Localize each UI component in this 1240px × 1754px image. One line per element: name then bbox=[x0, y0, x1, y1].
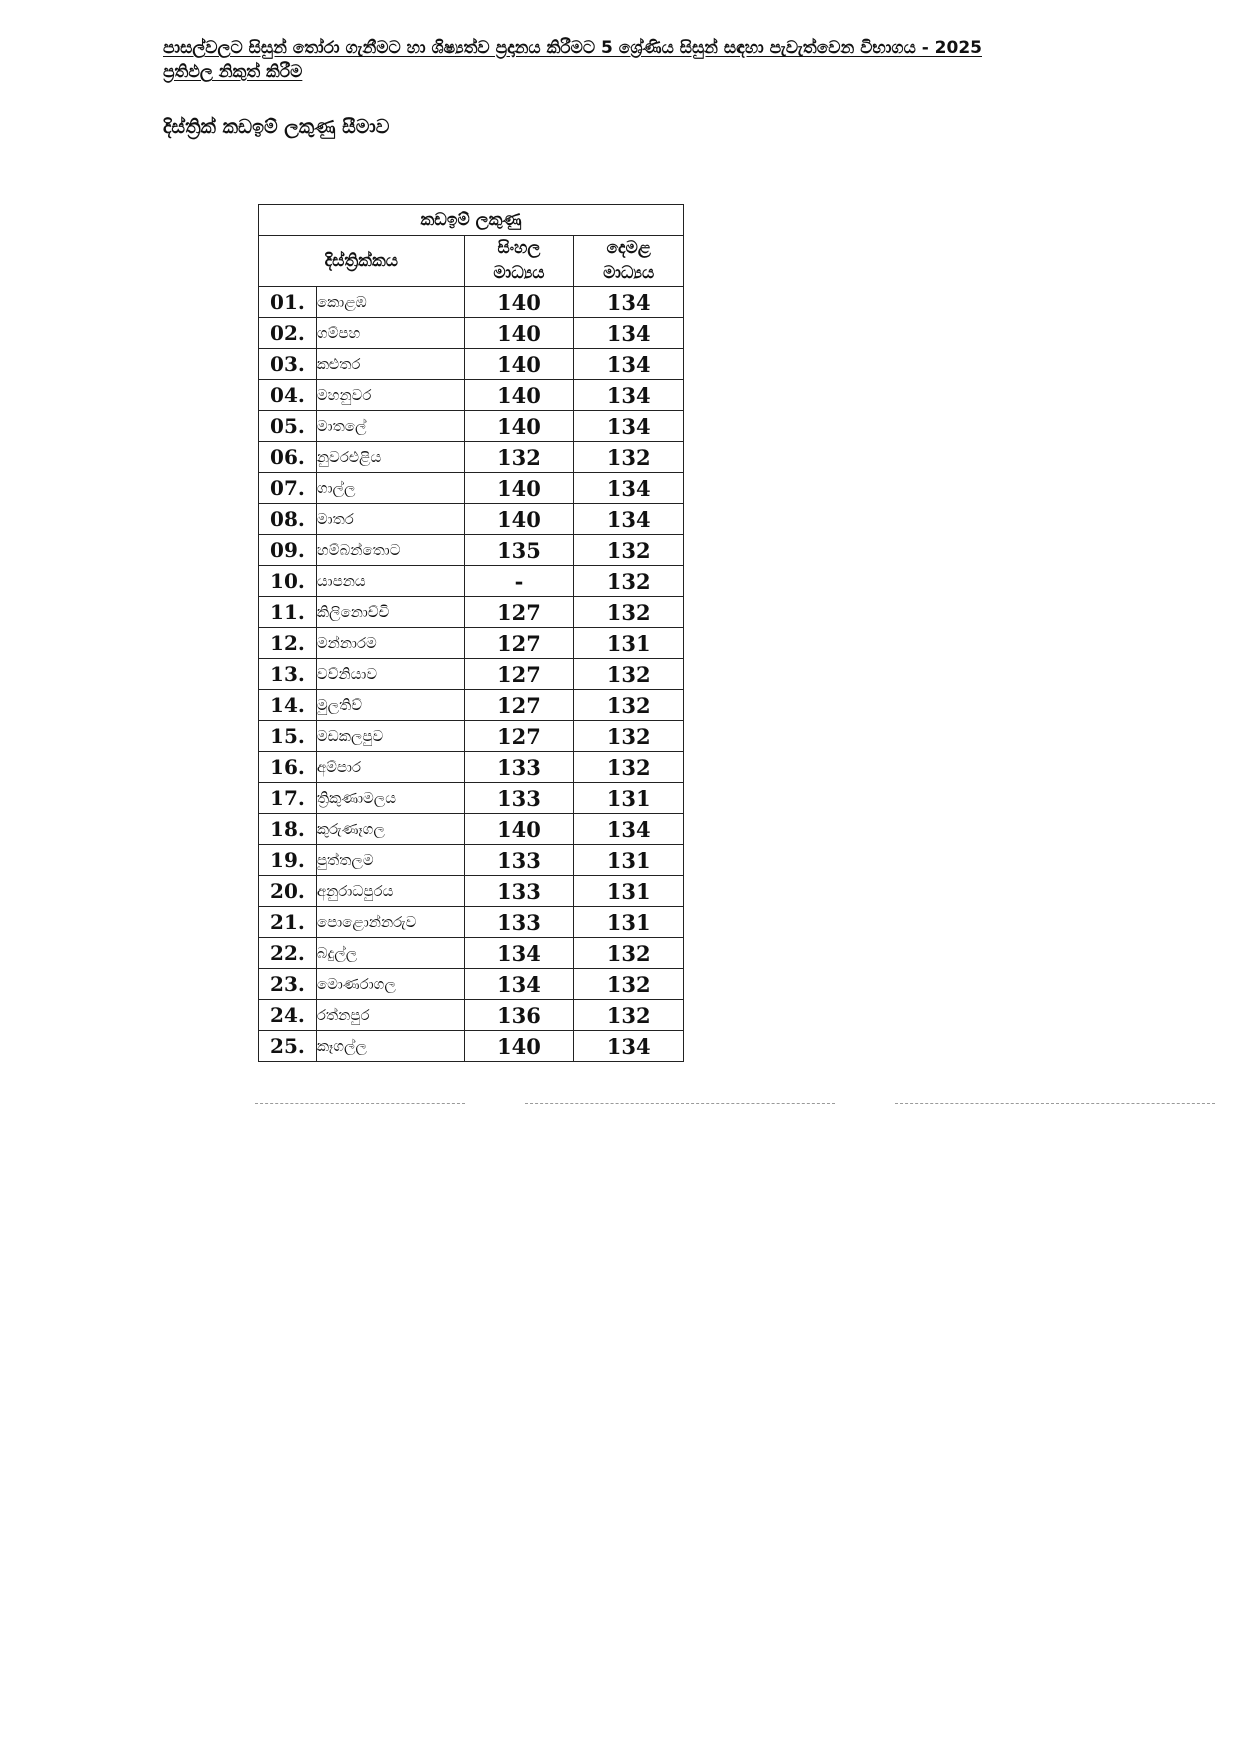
district-name: මාතර bbox=[316, 504, 464, 535]
row-number: 18. bbox=[259, 814, 317, 845]
row-number: 17. bbox=[259, 783, 317, 814]
district-name: මන්නාරම bbox=[316, 628, 464, 659]
table-row bbox=[259, 783, 684, 814]
row-number: 20. bbox=[259, 876, 317, 907]
tamil-cutoff: 132 bbox=[574, 721, 684, 752]
tamil-cutoff: 134 bbox=[574, 380, 684, 411]
table-row bbox=[259, 690, 684, 721]
row-number: 10. bbox=[259, 566, 317, 597]
tamil-cutoff: 131 bbox=[574, 907, 684, 938]
row-number: 03. bbox=[259, 349, 317, 380]
tamil-cutoff: 134 bbox=[574, 349, 684, 380]
tamil-cutoff: 132 bbox=[574, 566, 684, 597]
table-row bbox=[259, 752, 684, 783]
header-title-line-2: ප්‍රතිඵල නිකුත් කිරීම bbox=[163, 62, 303, 82]
table-row bbox=[259, 876, 684, 907]
row-number: 05. bbox=[259, 411, 317, 442]
tamil-cutoff: 132 bbox=[574, 969, 684, 1000]
table-row bbox=[259, 907, 684, 938]
sinhala-cutoff: 134 bbox=[464, 938, 574, 969]
sinhala-cutoff: 127 bbox=[464, 628, 574, 659]
header-title-line-1: පාසල්වලට සිසුන් තෝරා ගැනීමට හා ශිෂ්‍යත්ව ප්‍රදානය කිරීමට 5 ශ්‍රේණිය සිසුන් සඳහා පැවැත්වෙන විභාගය - 2025 bbox=[163, 38, 982, 58]
district-name: කුරුණෑගල bbox=[316, 814, 464, 845]
row-number: 15. bbox=[259, 721, 317, 752]
row-number: 21. bbox=[259, 907, 317, 938]
sinhala-cutoff: 140 bbox=[464, 814, 574, 845]
sinhala-medium-column-header bbox=[464, 236, 574, 287]
sinhala-header-line-1: සිංහල bbox=[497, 238, 541, 258]
table-row bbox=[259, 597, 684, 628]
district-name: අම්පාර bbox=[316, 752, 464, 783]
district-name: ගම්පහ bbox=[316, 318, 464, 349]
sinhala-cutoff: 133 bbox=[464, 783, 574, 814]
district-name: කෑගල්ල bbox=[316, 1031, 464, 1062]
district-name: මාතලේ bbox=[316, 411, 464, 442]
row-number: 19. bbox=[259, 845, 317, 876]
sinhala-cutoff: 133 bbox=[464, 845, 574, 876]
district-name: හම්බන්තොට bbox=[316, 535, 464, 566]
district-name: අනුරාධපුරය bbox=[316, 876, 464, 907]
sinhala-cutoff: 127 bbox=[464, 597, 574, 628]
table-row bbox=[259, 380, 684, 411]
district-name: කොළඹ bbox=[316, 287, 464, 318]
sinhala-cutoff: 127 bbox=[464, 690, 574, 721]
sinhala-cutoff: 140 bbox=[464, 473, 574, 504]
row-number: 22. bbox=[259, 938, 317, 969]
tamil-cutoff: 131 bbox=[574, 783, 684, 814]
table-row bbox=[259, 1000, 684, 1031]
tamil-cutoff: 132 bbox=[574, 1000, 684, 1031]
section-subtitle: දිස්ත්‍රික් කඩඉම් ලකුණු සීමාව bbox=[163, 116, 390, 138]
table-row bbox=[259, 969, 684, 1000]
sinhala-cutoff: - bbox=[464, 566, 574, 597]
district-name: මොණරාගල bbox=[316, 969, 464, 1000]
sinhala-cutoff: 140 bbox=[464, 1031, 574, 1062]
table-row bbox=[259, 628, 684, 659]
row-number: 12. bbox=[259, 628, 317, 659]
row-number: 14. bbox=[259, 690, 317, 721]
sinhala-cutoff: 140 bbox=[464, 287, 574, 318]
tamil-cutoff: 132 bbox=[574, 690, 684, 721]
table-row bbox=[259, 721, 684, 752]
dashed-divider-line bbox=[255, 1103, 465, 1104]
tamil-cutoff: 132 bbox=[574, 442, 684, 473]
row-number: 13. bbox=[259, 659, 317, 690]
table-row bbox=[259, 504, 684, 535]
district-column-header: දිස්ත්‍රික්කය bbox=[259, 236, 465, 287]
district-name: ගාල්ල bbox=[316, 473, 464, 504]
sinhala-cutoff: 140 bbox=[464, 411, 574, 442]
tamil-cutoff: 134 bbox=[574, 473, 684, 504]
sinhala-cutoff: 133 bbox=[464, 907, 574, 938]
row-number: 16. bbox=[259, 752, 317, 783]
district-name: රත්නපුර bbox=[316, 1000, 464, 1031]
table-row bbox=[259, 938, 684, 969]
tamil-cutoff: 134 bbox=[574, 287, 684, 318]
table-row bbox=[259, 535, 684, 566]
district-name: මුලතිව් bbox=[316, 690, 464, 721]
sinhala-cutoff: 133 bbox=[464, 752, 574, 783]
row-number: 01. bbox=[259, 287, 317, 318]
row-number: 08. bbox=[259, 504, 317, 535]
row-number: 07. bbox=[259, 473, 317, 504]
table-row bbox=[259, 349, 684, 380]
tamil-cutoff: 132 bbox=[574, 752, 684, 783]
table-row bbox=[259, 318, 684, 349]
tamil-cutoff: 132 bbox=[574, 659, 684, 690]
district-name: වව්නියාව bbox=[316, 659, 464, 690]
tamil-cutoff: 131 bbox=[574, 876, 684, 907]
table-row bbox=[259, 287, 684, 318]
tamil-cutoff: 132 bbox=[574, 938, 684, 969]
tamil-header-line-2: මාධ්‍යය bbox=[603, 263, 655, 283]
district-name: පොළොන්නරුව bbox=[316, 907, 464, 938]
row-number: 02. bbox=[259, 318, 317, 349]
district-name: යාපනය bbox=[316, 566, 464, 597]
sinhala-cutoff: 140 bbox=[464, 318, 574, 349]
sinhala-cutoff: 127 bbox=[464, 659, 574, 690]
tamil-cutoff: 134 bbox=[574, 504, 684, 535]
row-number: 09. bbox=[259, 535, 317, 566]
sinhala-cutoff: 133 bbox=[464, 876, 574, 907]
tamil-cutoff: 134 bbox=[574, 411, 684, 442]
tamil-cutoff: 131 bbox=[574, 628, 684, 659]
tamil-cutoff: 132 bbox=[574, 597, 684, 628]
row-number: 25. bbox=[259, 1031, 317, 1062]
district-name: කිලිනොච්චි bbox=[316, 597, 464, 628]
document-header bbox=[163, 36, 1113, 84]
row-number: 24. bbox=[259, 1000, 317, 1031]
dashed-divider-line bbox=[525, 1103, 835, 1104]
table-row bbox=[259, 442, 684, 473]
tamil-cutoff: 131 bbox=[574, 845, 684, 876]
sinhala-cutoff: 140 bbox=[464, 504, 574, 535]
table-row bbox=[259, 659, 684, 690]
sinhala-header-line-2: මාධ්‍යය bbox=[493, 263, 545, 283]
table-row bbox=[259, 473, 684, 504]
sinhala-cutoff: 135 bbox=[464, 535, 574, 566]
tamil-cutoff: 134 bbox=[574, 318, 684, 349]
row-number: 04. bbox=[259, 380, 317, 411]
district-name: නුවරඑළිය bbox=[316, 442, 464, 473]
table-row bbox=[259, 814, 684, 845]
row-number: 06. bbox=[259, 442, 317, 473]
sinhala-cutoff: 127 bbox=[464, 721, 574, 752]
table-row bbox=[259, 411, 684, 442]
tamil-cutoff: 132 bbox=[574, 535, 684, 566]
tamil-header-line-1: දෙමළ bbox=[606, 238, 651, 258]
table-row bbox=[259, 1031, 684, 1062]
sinhala-cutoff: 136 bbox=[464, 1000, 574, 1031]
tamil-medium-column-header bbox=[574, 236, 684, 287]
sinhala-cutoff: 140 bbox=[464, 349, 574, 380]
district-name: පුත්තලම bbox=[316, 845, 464, 876]
district-name: ත්‍රිකුණාමලය bbox=[316, 783, 464, 814]
cutoff-marks-table bbox=[258, 204, 684, 1062]
cutoff-marks-group-header: කඩඉම් ලකුණු bbox=[259, 205, 684, 236]
row-number: 11. bbox=[259, 597, 317, 628]
district-name: මඩකලපුව bbox=[316, 721, 464, 752]
tamil-cutoff: 134 bbox=[574, 1031, 684, 1062]
district-name: මහනුවර bbox=[316, 380, 464, 411]
table-row bbox=[259, 845, 684, 876]
sinhala-cutoff: 132 bbox=[464, 442, 574, 473]
dashed-divider-line bbox=[895, 1103, 1215, 1104]
district-name: බදුල්ල bbox=[316, 938, 464, 969]
sinhala-cutoff: 134 bbox=[464, 969, 574, 1000]
tamil-cutoff: 134 bbox=[574, 814, 684, 845]
row-number: 23. bbox=[259, 969, 317, 1000]
table-row bbox=[259, 566, 684, 597]
district-name: කළුතර bbox=[316, 349, 464, 380]
sinhala-cutoff: 140 bbox=[464, 380, 574, 411]
